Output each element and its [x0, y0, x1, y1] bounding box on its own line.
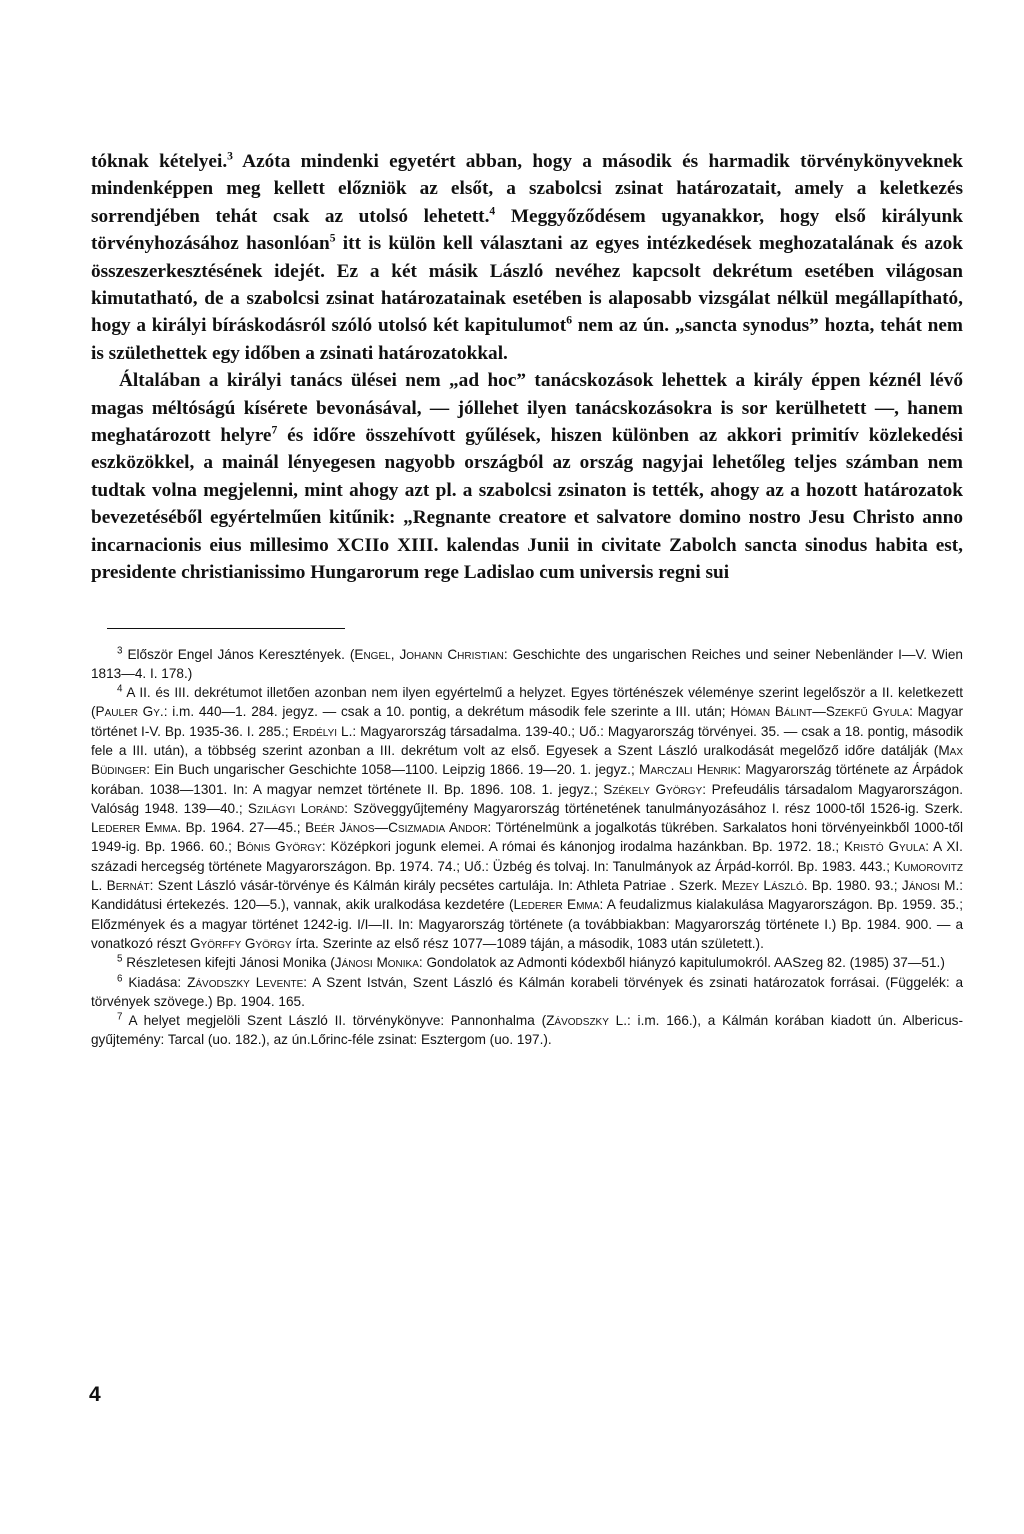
footnote-ref-7[interactable]: 7 — [271, 423, 278, 437]
footnote-text: : Történelmünk a jogalkotás tükrében. Sarkalatos honi törvényeinkből 1000-től 1949-ig. Bp. 1966. 60.; — [91, 820, 963, 855]
author-name: Jánosi M. — [901, 878, 960, 894]
footnote-7 — [91, 1011, 963, 1050]
author-name: Erdélyi L. — [292, 723, 353, 739]
author-name: Székely György — [603, 781, 703, 797]
author-name: Györffy György — [189, 935, 292, 951]
footnote-4 — [91, 683, 963, 953]
footnote-text: : Gondolatok az Admonti kódexből hiányzó kapitulumokról. AASzeg 82. (1985) 37—51.) — [418, 955, 945, 971]
footnote-text: : A feudalizmus kialakulása Magyarországon. Bp. 1959. 35.; Előzmények és a magyar történet 1242-ig. I/I—II. In: Magyarország története (a továbbiakban: Magyarország története I.) Bp. 1984. 900. — a vonatkozó részt — [91, 897, 963, 951]
author-name: Lederer Emma — [513, 897, 600, 913]
footnote-ref-6[interactable]: 6 — [566, 314, 573, 328]
footnote-text: : Szent László vásár-törvénye és Kálmán király pecsétes cartulája. In: Athleta Patriae . Szerk. — [149, 878, 722, 894]
author-name: Bónis György — [236, 839, 322, 855]
footnote-number: 6 — [117, 973, 123, 985]
footnote-3 — [91, 645, 963, 684]
page-number: 4 — [89, 1383, 101, 1406]
footnote-text: : Kandidátusi értekezés. 120—5.), vannak, akik uralkodása kezdetére ( — [91, 878, 964, 913]
footnote-text: : Szöveggyűjtemény Magyarország történetének tanulmányozásához I. rész 1000-től 1526-ig. Szerk. — [344, 800, 963, 816]
author-name: Lederer Emma — [91, 820, 178, 836]
footnote-ref-4[interactable]: 4 — [489, 204, 496, 218]
author-name: Hóman Bálint—Szekfű Gyula — [730, 704, 910, 720]
footnotes — [91, 645, 963, 1050]
footnote-number: 4 — [117, 683, 123, 695]
author-name: Kristó Gyula — [844, 839, 926, 855]
author-name: Jánosi Monika — [334, 955, 419, 971]
footnote-text: írta. Szerinte az első rész 1077—1089 táján, a második, 1083 után született.). — [291, 935, 764, 951]
footnote-ref-3[interactable]: 3 — [227, 149, 233, 163]
footnote-text: : Magyarország társadalma. 139-40.; Uő.: Magyarország törvényei. 35. — csak a 18. pontig, második fele a III. után), a többség szerint azonban a III. dekrétum volt az első. Egyesek a Szent László uralkodását megelőző időre datálják ( — [91, 723, 964, 758]
footnote-text: : Középkori jogunk elemei. A római és kánonjog irodalma hazánkban. Bp. 1972. 18.; — [321, 839, 845, 855]
footnote-text: : Ein Buch ungarischer Geschichte 1058—1100. Leipzig 1866. 19—20. 1. jegyz.; — [146, 762, 640, 778]
footnote-text: Részletesen kifejti Jánosi Monika ( — [126, 955, 335, 971]
page — [91, 148, 963, 1050]
footnote-5 — [91, 953, 963, 972]
footnote-text: : Prefeudális társadalom Magyarországon. Valóság 1948. 139—40.; — [91, 781, 963, 816]
footnote-number: 7 — [117, 1011, 123, 1023]
footnote-text: A II. és III. dekrétumot illetően azonban nem ilyen egyértelmű a helyzet. Egyes történészek véleménye szerint legelőször a II. keletkezett ( — [91, 685, 964, 720]
author-name: Engel, Johann Christian — [354, 646, 504, 662]
footnote-text: A helyet megjelöli Szent László II. törvénykönyve: Pannonhalma ( — [128, 1013, 547, 1029]
author-name: Pauler Gy. — [95, 704, 164, 720]
footnote-6 — [91, 973, 963, 1012]
author-name: Mezey László — [721, 878, 804, 894]
footnote-text: : A XI. századi hercegség története Magyarországon. Bp. 1974. 74.; Uő.: Üzbég és tolvaj. In: Tanulmányok az Árpád-korról. Bp. 1983. 443.; — [91, 839, 963, 874]
footnote-divider — [107, 628, 345, 629]
author-name: Kumorovitz L. Bernát — [91, 858, 963, 894]
footnote-ref-5[interactable]: 5 — [329, 231, 336, 245]
footnote-text: : Magyar történet I-V. Bp. 1935-36. I. 285.; — [91, 704, 963, 739]
author-name: Beér János—Csizmadia Andor — [305, 820, 488, 836]
paragraph-2: Általában a királyi tanács ülései nem „ad hoc” tanácskozások lehettek a király éppen kéznél lévő magas méltóságú kísérete bevonásával, — jóllehet ilyen tanácskozásokra is sor kerülhetett —, hanem meghatározott helyre$^7$ és időre összehívott gyűlések, hiszen különben az akkori primitív közlekedési eszközökkel, a mainál lényegesen nagyobb országból az ország nagyjai lehetőleg teljes számban nem tudtak volna megjelenni, mint ahogy azt pl. a szabolcsi zsinaton is tették, ahogy az a hozott határozatok bevezetéséből egyértelműen kitűnik: „Regnante creatore et salvatore domino nostro Jesu Christo anno incarnacionis eius millesimo XCIIo XIII. kalendas Junii in civitate Zabolch sancta sinodus habita est, presidente christianissimo Hungarorum rege Ladislao cum universis regni sui — [91, 370, 963, 584]
footnote-text: : A Szent István, Szent László és Kálmán korabeli törvények és zsinati határozatok forrásai. (Függelék: a törvények szövege.) Bp. 1904. 165. — [91, 974, 964, 1009]
footnote-text: : Magyarország története az Árpádok korában. 1038—1301. In: A magyar nemzet története II. Bp. 1896. 108. 1. jegyz.; — [91, 762, 963, 797]
footnote-number: 5 — [117, 953, 123, 965]
author-name: Závodszky L. — [546, 1013, 627, 1029]
footnote-text: : Geschichte des ungarischen Reiches und seiner Nebenländer I—V. Wien 1813—4. I. 178.) — [91, 646, 963, 681]
body-text — [91, 148, 963, 587]
author-name: Marczali Henrik — [639, 762, 738, 778]
footnote-text: . Bp. 1964. 27—45.; — [177, 820, 306, 836]
footnote-number: 3 — [117, 644, 123, 656]
footnote-text: Először Engel János Keresztények. ( — [127, 646, 355, 662]
footnote-text: . Bp. 1980. 93.; — [803, 878, 902, 894]
author-name: Szilágyi Loránd — [247, 800, 345, 816]
author-name: Závodszky Levente — [187, 974, 304, 990]
footnote-text: : i.m. 440—1. 284. jegyz. — csak a 10. pontig, a dekrétum második fele szerinte a III. után; — [163, 704, 731, 720]
paragraph-1: tóknak kételyei.$^3$ Azóta mindenki egyetért abban, hogy a második és harmadik törvénykönyveknek mindenképpen meg kellett előzniök az elsőt, a szabolcsi zsinat határozatait, amely a keletkezés sorrendjében tehát csak az utolsó lehetett.$^4$ Meggyőződésem ugyanakkor, hogy első királyunk törvényhozásához hasonlóan$^5$ itt is külön kell választani az egyes intézkedések meghozatalának és azok összeszerkesztésének idejét. Ez a két másik László nevéhez kapcsolt dekrétum esetében világosan kimutatható, de a szabolcsi zsinat határozatainak esetében is alaposabb vizsgálat nélkül megállapítható, hogy a királyi bíráskodásról szóló utolsó két kapitulumot$^6$ nem az ún. „sancta synodus” hozta, tehát nem is születhettek egy időben a zsinati határozatokkal. — [91, 149, 964, 364]
footnote-text: Kiadása: — [128, 974, 188, 990]
footnote-text: : i.m. 166.), a Kálmán korában kiadott ún. Albericus-gyűjtemény: Tarcal (uo. 182.), az ún.Lőrinc-féle zsinat: Esztergom (uo. 197.). — [91, 1013, 964, 1048]
author-name: Max Büdinger — [91, 742, 963, 778]
